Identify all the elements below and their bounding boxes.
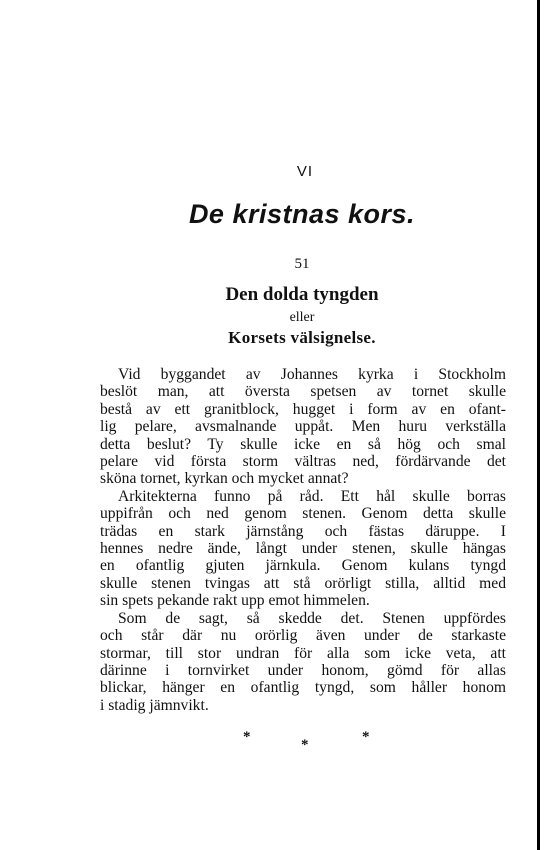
body-line: en ofantlig gjuten järnkula. Genom kulans tyngd <box>100 557 506 575</box>
chapter-title: De kristnas kors. <box>188 199 416 229</box>
chapter-number: VI <box>296 163 314 180</box>
body-line: därinne i tornvirket under honom, gömd för allas <box>100 661 506 679</box>
body-line: i stadig jämnvikt. <box>100 696 209 714</box>
separator-asterisk: * <box>243 729 251 745</box>
body-line: pelare vid första storm vältras ned, fördärvande det <box>100 453 506 471</box>
body-line: och står där nu orörlig även under de starkaste <box>100 627 506 645</box>
body-line: stormar, till stor undran för alla som icke veta, att <box>100 644 506 662</box>
body-line: uppifrån och ned genom stenen. Genom detta skulle <box>100 505 506 523</box>
page-edge-line <box>537 0 540 850</box>
body-line: skulle stenen tvingas att stå orörligt stilla, alltid med <box>100 574 506 592</box>
body-line: beslöt man, att översta spetsen av tornet skulle <box>100 383 506 401</box>
section-title: Den dolda tyngden <box>225 284 379 305</box>
body-line: sköna tornet, kyrkan och mycket annat? <box>100 470 349 488</box>
body-line: Vid byggandet av Johannes kyrka i Stockholm <box>118 366 506 383</box>
body-line: trädas en stark järnstång och fästas däruppe. I <box>100 522 506 540</box>
section-connector: eller <box>289 310 315 325</box>
body-text <box>100 366 506 714</box>
body-line: sin spets pekande rakt upp emot himmelen. <box>100 592 370 610</box>
body-line: Som de sagt, så skedde det. Stenen uppfördes <box>118 609 506 627</box>
section-subtitle: Korsets välsignelse. <box>228 328 376 347</box>
section-number: 51 <box>294 256 310 272</box>
body-line: detta beslut? Ty skulle icke en så hög och smal <box>100 435 506 453</box>
separator-asterisk: * <box>362 729 370 745</box>
separator-asterisk: * <box>301 737 309 753</box>
body-line: bestå av ett granitblock, hugget i form av en ofant- <box>100 400 506 418</box>
body-line: blickar, hänger en ofantlig tyngd, som håller honom <box>100 679 506 697</box>
body-line: lig pelare, avsmalnande uppåt. Men huru verkställa <box>100 418 506 436</box>
body-line: hennes nedre ände, långt under stenen, skulle hängas <box>100 540 506 558</box>
body-line: Arkitekterna funno på råd. Ett hål skulle borras <box>118 487 506 505</box>
